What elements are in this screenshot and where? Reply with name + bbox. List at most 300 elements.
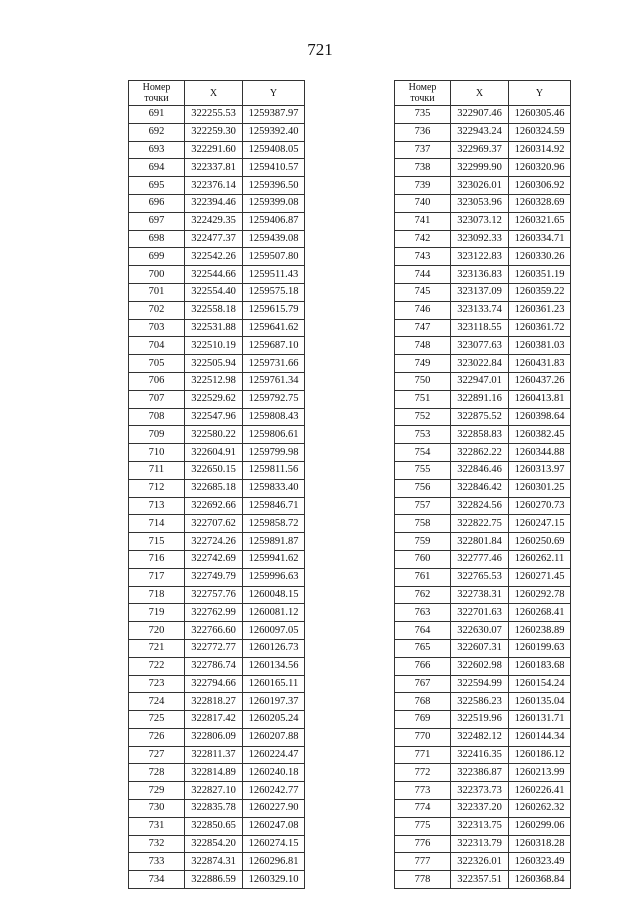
table-row — [395, 711, 571, 729]
x-cell: 322291.60 — [185, 141, 243, 159]
y-cell: 1260330.26 — [509, 248, 571, 266]
table-body — [129, 106, 305, 889]
y-cell: 1259941.62 — [243, 550, 305, 568]
y-cell: 1260323.49 — [509, 853, 571, 871]
x-cell: 322373.73 — [451, 782, 509, 800]
point-number-cell: 745 — [395, 283, 451, 301]
point-number-cell: 703 — [129, 319, 185, 337]
table-row — [129, 319, 305, 337]
point-number-cell: 713 — [129, 497, 185, 515]
point-number-cell: 747 — [395, 319, 451, 337]
y-cell: 1260299.06 — [509, 817, 571, 835]
table-row — [395, 639, 571, 657]
x-cell: 322874.31 — [185, 853, 243, 871]
point-number-cell: 730 — [129, 800, 185, 818]
table-row — [395, 533, 571, 551]
y-cell: 1260250.69 — [509, 533, 571, 551]
point-number-cell: 765 — [395, 639, 451, 657]
table-row — [129, 746, 305, 764]
table-row — [129, 230, 305, 248]
y-cell: 1260207.88 — [243, 728, 305, 746]
header-point-line1: Номер — [142, 82, 171, 93]
table-row — [395, 835, 571, 853]
point-number-cell: 735 — [395, 106, 451, 124]
table-row — [129, 266, 305, 284]
point-number-cell: 693 — [129, 141, 185, 159]
x-cell: 322822.75 — [451, 515, 509, 533]
coordinates-table-left — [128, 80, 305, 889]
table-row — [129, 782, 305, 800]
table-row — [395, 426, 571, 444]
point-number-cell: 736 — [395, 123, 451, 141]
table-row — [129, 106, 305, 124]
point-number-cell: 734 — [129, 871, 185, 889]
table-row — [129, 871, 305, 889]
y-cell: 1259511.43 — [243, 266, 305, 284]
table-row — [395, 266, 571, 284]
table-row — [129, 604, 305, 622]
x-cell: 322742.69 — [185, 550, 243, 568]
x-cell: 323022.84 — [451, 355, 509, 373]
header-y: Y — [509, 81, 571, 106]
point-number-cell: 740 — [395, 194, 451, 212]
point-number-cell: 752 — [395, 408, 451, 426]
x-cell: 322824.56 — [451, 497, 509, 515]
point-number-cell: 738 — [395, 159, 451, 177]
table-row — [395, 123, 571, 141]
x-cell: 322544.66 — [185, 266, 243, 284]
point-number-cell: 753 — [395, 426, 451, 444]
point-number-cell: 707 — [129, 390, 185, 408]
x-cell: 322594.99 — [451, 675, 509, 693]
table-row — [129, 817, 305, 835]
point-number-cell: 692 — [129, 123, 185, 141]
x-cell: 322757.76 — [185, 586, 243, 604]
point-number-cell: 698 — [129, 230, 185, 248]
header-point-line2: точки — [144, 93, 169, 104]
x-cell: 322505.94 — [185, 355, 243, 373]
point-number-cell: 750 — [395, 372, 451, 390]
y-cell: 1260131.71 — [509, 711, 571, 729]
table-row — [129, 444, 305, 462]
x-cell: 323118.55 — [451, 319, 509, 337]
table-body — [395, 106, 571, 889]
y-cell: 1260305.46 — [509, 106, 571, 124]
table-row — [129, 390, 305, 408]
table-row — [129, 800, 305, 818]
header-x: X — [451, 81, 509, 106]
table-row — [395, 106, 571, 124]
table-row — [129, 622, 305, 640]
x-cell: 322811.37 — [185, 746, 243, 764]
x-cell: 322907.46 — [451, 106, 509, 124]
point-number-cell: 755 — [395, 461, 451, 479]
x-cell: 322580.22 — [185, 426, 243, 444]
x-cell: 322701.63 — [451, 604, 509, 622]
y-cell: 1260359.22 — [509, 283, 571, 301]
x-cell: 322875.52 — [451, 408, 509, 426]
table-row — [395, 586, 571, 604]
table-row — [395, 568, 571, 586]
y-cell: 1259406.87 — [243, 212, 305, 230]
y-cell: 1259858.72 — [243, 515, 305, 533]
table-header-row — [395, 81, 571, 106]
x-cell: 322558.18 — [185, 301, 243, 319]
y-cell: 1260292.78 — [509, 586, 571, 604]
x-cell: 322386.87 — [451, 764, 509, 782]
y-cell: 1260048.15 — [243, 586, 305, 604]
y-cell: 1260097.05 — [243, 622, 305, 640]
point-number-cell: 719 — [129, 604, 185, 622]
table-row — [129, 586, 305, 604]
x-cell: 322749.79 — [185, 568, 243, 586]
y-cell: 1259761.34 — [243, 372, 305, 390]
table-row — [129, 123, 305, 141]
header-point-line2: точки — [410, 93, 435, 104]
point-number-cell: 763 — [395, 604, 451, 622]
header-x: X — [185, 81, 243, 106]
point-number-cell: 764 — [395, 622, 451, 640]
point-number-cell: 720 — [129, 622, 185, 640]
point-number-cell: 768 — [395, 693, 451, 711]
point-number-cell: 700 — [129, 266, 185, 284]
x-cell: 322685.18 — [185, 479, 243, 497]
point-number-cell: 770 — [395, 728, 451, 746]
table-row — [129, 533, 305, 551]
x-cell: 322862.22 — [451, 444, 509, 462]
table-row — [129, 301, 305, 319]
x-cell: 322554.40 — [185, 283, 243, 301]
header-point-number — [395, 81, 451, 106]
y-cell: 1260165.11 — [243, 675, 305, 693]
x-cell: 322429.35 — [185, 212, 243, 230]
table-row — [395, 177, 571, 195]
x-cell: 322947.01 — [451, 372, 509, 390]
x-cell: 322817.42 — [185, 711, 243, 729]
y-cell: 1260262.32 — [509, 800, 571, 818]
y-cell: 1260126.73 — [243, 639, 305, 657]
y-cell: 1260081.12 — [243, 604, 305, 622]
table-row — [395, 693, 571, 711]
point-number-cell: 722 — [129, 657, 185, 675]
x-cell: 322477.37 — [185, 230, 243, 248]
x-cell: 322259.30 — [185, 123, 243, 141]
x-cell: 323137.09 — [451, 283, 509, 301]
y-cell: 1260271.45 — [509, 568, 571, 586]
y-cell: 1260382.45 — [509, 426, 571, 444]
table-row — [129, 355, 305, 373]
x-cell: 322531.88 — [185, 319, 243, 337]
x-cell: 322827.10 — [185, 782, 243, 800]
y-cell: 1259575.18 — [243, 283, 305, 301]
x-cell: 323092.33 — [451, 230, 509, 248]
x-cell: 322765.53 — [451, 568, 509, 586]
point-number-cell: 761 — [395, 568, 451, 586]
table-row — [129, 177, 305, 195]
point-number-cell: 777 — [395, 853, 451, 871]
y-cell: 1260351.19 — [509, 266, 571, 284]
point-number-cell: 726 — [129, 728, 185, 746]
y-cell: 1259396.50 — [243, 177, 305, 195]
table-row — [395, 800, 571, 818]
point-number-cell: 696 — [129, 194, 185, 212]
table-row — [129, 194, 305, 212]
y-cell: 1260413.81 — [509, 390, 571, 408]
point-number-cell: 744 — [395, 266, 451, 284]
x-cell: 322512.98 — [185, 372, 243, 390]
point-number-cell: 767 — [395, 675, 451, 693]
y-cell: 1260226.41 — [509, 782, 571, 800]
y-cell: 1260368.84 — [509, 871, 571, 889]
y-cell: 1260361.23 — [509, 301, 571, 319]
point-number-cell: 724 — [129, 693, 185, 711]
point-number-cell: 723 — [129, 675, 185, 693]
y-cell: 1260328.69 — [509, 194, 571, 212]
table-row — [395, 283, 571, 301]
x-cell: 322586.23 — [451, 693, 509, 711]
y-cell: 1259833.40 — [243, 479, 305, 497]
y-cell: 1260135.04 — [509, 693, 571, 711]
x-cell: 323053.96 — [451, 194, 509, 212]
header-y: Y — [243, 81, 305, 106]
y-cell: 1260144.34 — [509, 728, 571, 746]
point-number-cell: 772 — [395, 764, 451, 782]
y-cell: 1260224.47 — [243, 746, 305, 764]
x-cell: 322376.14 — [185, 177, 243, 195]
point-number-cell: 695 — [129, 177, 185, 195]
point-number-cell: 774 — [395, 800, 451, 818]
y-cell: 1260247.08 — [243, 817, 305, 835]
y-cell: 1260270.73 — [509, 497, 571, 515]
table-row — [395, 159, 571, 177]
x-cell: 322794.66 — [185, 675, 243, 693]
point-number-cell: 759 — [395, 533, 451, 551]
point-number-cell: 758 — [395, 515, 451, 533]
x-cell: 322337.20 — [451, 800, 509, 818]
point-number-cell: 741 — [395, 212, 451, 230]
point-number-cell: 748 — [395, 337, 451, 355]
table-row — [395, 230, 571, 248]
point-number-cell: 701 — [129, 283, 185, 301]
x-cell: 322835.78 — [185, 800, 243, 818]
y-cell: 1259687.10 — [243, 337, 305, 355]
table-row — [395, 657, 571, 675]
y-cell: 1260321.65 — [509, 212, 571, 230]
x-cell: 323133.74 — [451, 301, 509, 319]
point-number-cell: 773 — [395, 782, 451, 800]
x-cell: 322707.62 — [185, 515, 243, 533]
table-row — [129, 497, 305, 515]
table-row — [395, 444, 571, 462]
point-number-cell: 769 — [395, 711, 451, 729]
y-cell: 1259410.57 — [243, 159, 305, 177]
y-cell: 1260240.18 — [243, 764, 305, 782]
table-row — [395, 604, 571, 622]
x-cell: 323077.63 — [451, 337, 509, 355]
point-number-cell: 771 — [395, 746, 451, 764]
table-row — [129, 159, 305, 177]
point-number-cell: 704 — [129, 337, 185, 355]
point-number-cell: 742 — [395, 230, 451, 248]
y-cell: 1260268.41 — [509, 604, 571, 622]
point-number-cell: 716 — [129, 550, 185, 568]
x-cell: 322630.07 — [451, 622, 509, 640]
coordinates-table-right — [394, 80, 571, 889]
y-cell: 1259615.79 — [243, 301, 305, 319]
table-row — [129, 337, 305, 355]
x-cell: 323122.83 — [451, 248, 509, 266]
y-cell: 1260381.03 — [509, 337, 571, 355]
y-cell: 1259792.75 — [243, 390, 305, 408]
x-cell: 322724.26 — [185, 533, 243, 551]
table-row — [129, 693, 305, 711]
point-number-cell: 776 — [395, 835, 451, 853]
table-row — [395, 212, 571, 230]
y-cell: 1260197.37 — [243, 693, 305, 711]
x-cell: 322519.96 — [451, 711, 509, 729]
y-cell: 1260344.88 — [509, 444, 571, 462]
point-number-cell: 705 — [129, 355, 185, 373]
point-number-cell: 718 — [129, 586, 185, 604]
y-cell: 1260154.24 — [509, 675, 571, 693]
x-cell: 322326.01 — [451, 853, 509, 871]
point-number-cell: 717 — [129, 568, 185, 586]
x-cell: 322337.81 — [185, 159, 243, 177]
x-cell: 322692.66 — [185, 497, 243, 515]
point-number-cell: 757 — [395, 497, 451, 515]
table-row — [129, 372, 305, 390]
x-cell: 322650.15 — [185, 461, 243, 479]
table-row — [395, 319, 571, 337]
y-cell: 1259439.08 — [243, 230, 305, 248]
point-number-cell: 715 — [129, 533, 185, 551]
table-row — [129, 711, 305, 729]
x-cell: 322255.53 — [185, 106, 243, 124]
table-header-row — [129, 81, 305, 106]
point-number-cell: 702 — [129, 301, 185, 319]
point-number-cell: 728 — [129, 764, 185, 782]
page-number: 721 — [307, 40, 333, 59]
point-number-cell: 737 — [395, 141, 451, 159]
point-number-cell: 710 — [129, 444, 185, 462]
point-number-cell: 691 — [129, 106, 185, 124]
point-number-cell: 714 — [129, 515, 185, 533]
table-row — [395, 675, 571, 693]
table-row — [395, 301, 571, 319]
point-number-cell: 732 — [129, 835, 185, 853]
table-row — [129, 461, 305, 479]
x-cell: 322762.99 — [185, 604, 243, 622]
table-row — [129, 212, 305, 230]
y-cell: 1260324.59 — [509, 123, 571, 141]
y-cell: 1260296.81 — [243, 853, 305, 871]
table-row — [395, 515, 571, 533]
y-cell: 1260199.63 — [509, 639, 571, 657]
y-cell: 1260242.77 — [243, 782, 305, 800]
x-cell: 322786.74 — [185, 657, 243, 675]
y-cell: 1259799.98 — [243, 444, 305, 462]
y-cell: 1259507.80 — [243, 248, 305, 266]
table-row — [129, 639, 305, 657]
y-cell: 1260247.15 — [509, 515, 571, 533]
table-row — [129, 657, 305, 675]
table-row — [395, 141, 571, 159]
header-point-number — [129, 81, 185, 106]
table-row — [129, 141, 305, 159]
table-row — [395, 764, 571, 782]
x-cell: 323073.12 — [451, 212, 509, 230]
point-number-cell: 729 — [129, 782, 185, 800]
x-cell: 322854.20 — [185, 835, 243, 853]
table-row — [129, 764, 305, 782]
y-cell: 1260205.24 — [243, 711, 305, 729]
x-cell: 322814.89 — [185, 764, 243, 782]
y-cell: 1259392.40 — [243, 123, 305, 141]
table-row — [129, 248, 305, 266]
y-cell: 1259387.97 — [243, 106, 305, 124]
table-row — [395, 337, 571, 355]
table-row — [395, 622, 571, 640]
table-row — [395, 248, 571, 266]
point-number-cell: 766 — [395, 657, 451, 675]
table-row — [129, 675, 305, 693]
point-number-cell: 754 — [395, 444, 451, 462]
table-row — [395, 355, 571, 373]
y-cell: 1260306.92 — [509, 177, 571, 195]
point-number-cell: 760 — [395, 550, 451, 568]
table-row — [129, 408, 305, 426]
table-row — [129, 853, 305, 871]
table-row — [395, 728, 571, 746]
table-row — [129, 728, 305, 746]
x-cell: 322416.35 — [451, 746, 509, 764]
x-cell: 322772.77 — [185, 639, 243, 657]
x-cell: 322891.16 — [451, 390, 509, 408]
y-cell: 1260186.12 — [509, 746, 571, 764]
y-cell: 1259891.87 — [243, 533, 305, 551]
x-cell: 322529.62 — [185, 390, 243, 408]
x-cell: 322846.46 — [451, 461, 509, 479]
y-cell: 1260334.71 — [509, 230, 571, 248]
point-number-cell: 751 — [395, 390, 451, 408]
y-cell: 1260213.99 — [509, 764, 571, 782]
y-cell: 1259808.43 — [243, 408, 305, 426]
x-cell: 322357.51 — [451, 871, 509, 889]
x-cell: 322777.46 — [451, 550, 509, 568]
table-row — [129, 568, 305, 586]
point-number-cell: 694 — [129, 159, 185, 177]
table-row — [395, 782, 571, 800]
point-number-cell: 697 — [129, 212, 185, 230]
x-cell: 322886.59 — [185, 871, 243, 889]
y-cell: 1260318.28 — [509, 835, 571, 853]
y-cell: 1259408.05 — [243, 141, 305, 159]
x-cell: 322801.84 — [451, 533, 509, 551]
point-number-cell: 706 — [129, 372, 185, 390]
table-row — [129, 283, 305, 301]
point-number-cell: 731 — [129, 817, 185, 835]
y-cell: 1260437.26 — [509, 372, 571, 390]
point-number-cell: 709 — [129, 426, 185, 444]
y-cell: 1260238.89 — [509, 622, 571, 640]
point-number-cell: 727 — [129, 746, 185, 764]
x-cell: 322738.31 — [451, 586, 509, 604]
point-number-cell: 721 — [129, 639, 185, 657]
point-number-cell: 711 — [129, 461, 185, 479]
y-cell: 1260183.68 — [509, 657, 571, 675]
y-cell: 1259806.61 — [243, 426, 305, 444]
x-cell: 322394.46 — [185, 194, 243, 212]
